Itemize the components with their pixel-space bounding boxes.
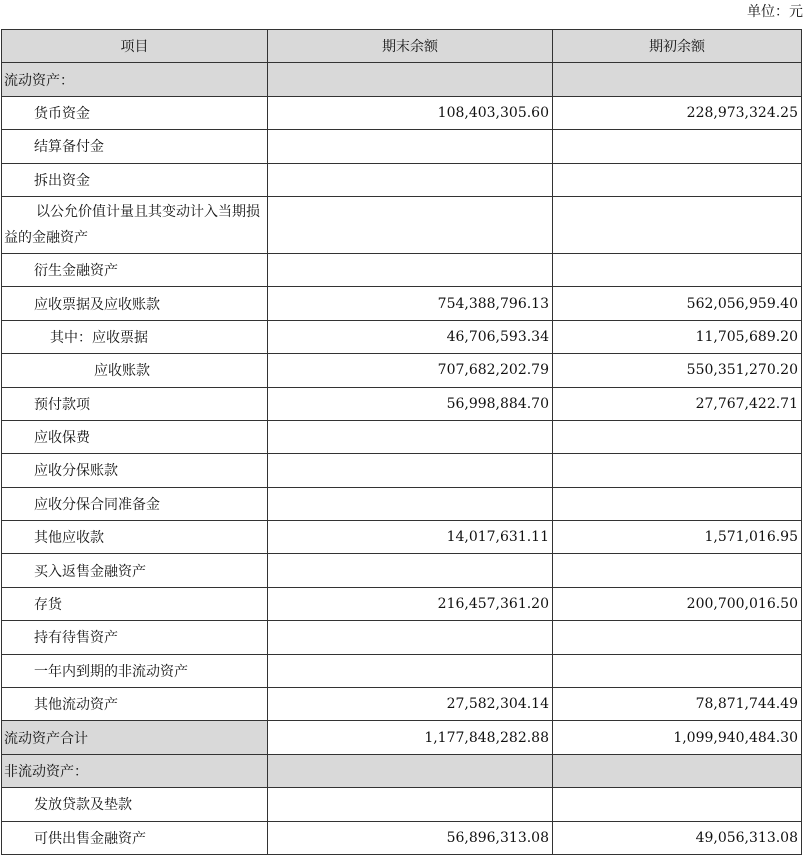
period-end-value [268,196,553,253]
period-end-value: 1,177,848,282.88 [268,721,553,754]
period-begin-value [553,621,802,654]
period-begin-value: 228,973,324.25 [553,96,802,129]
header-period-begin: 期初余额 [553,30,802,63]
row-label: 其中：应收票据 [2,320,268,353]
table-row [2,621,802,654]
row-label: 应收保费 [2,420,268,453]
period-end-value: 108,403,305.60 [268,96,553,129]
row-label: 预付款项 [2,387,268,420]
section-non-current-assets [2,754,802,787]
period-end-value: 56,998,884.70 [268,387,553,420]
row-label: 结算备付金 [2,130,268,163]
table-row [2,821,802,854]
table-row [2,688,802,721]
table-row [2,420,802,453]
row-label: 其他应收款 [2,521,268,554]
period-end-value [268,487,553,520]
period-begin-value [553,420,802,453]
period-end-value [268,554,553,587]
table-row [2,163,802,196]
table-row [2,587,802,620]
section-current-assets [2,63,802,96]
period-end-value [268,788,553,821]
period-begin-value: 49,056,313.08 [553,821,802,854]
row-label: 衍生金融资产 [2,253,268,286]
period-end-value: 56,896,313.08 [268,821,553,854]
period-begin-value [553,454,802,487]
period-begin-value [553,487,802,520]
table-row [2,487,802,520]
period-end-value [268,621,553,654]
row-label: 可供出售金融资产 [2,821,268,854]
row-label: 流动资产： [2,63,268,96]
table-row [2,96,802,129]
table-row [2,253,802,286]
period-begin-value [553,63,802,96]
table-row [2,130,802,163]
table-row [2,196,802,253]
row-label: 以公允价值计量且其变动计入当期损益的金融资产 [2,196,268,253]
table-row [2,320,802,353]
row-label: 应收票据及应收账款 [2,287,268,320]
period-end-value: 27,582,304.14 [268,688,553,721]
period-begin-value [553,163,802,196]
period-end-value [268,63,553,96]
total-row-current-assets [2,721,802,754]
row-label: 存货 [2,587,268,620]
period-begin-value: 562,056,959.40 [553,287,802,320]
period-end-value [268,754,553,787]
period-end-value: 46,706,593.34 [268,320,553,353]
header-period-end: 期末余额 [268,30,553,63]
period-begin-value [553,130,802,163]
row-label: 拆出资金 [2,163,268,196]
period-end-value [268,163,553,196]
period-end-value [268,130,553,163]
table-row [2,788,802,821]
period-begin-value: 27,767,422.71 [553,387,802,420]
row-label: 流动资产合计 [2,721,268,754]
period-end-value [268,654,553,687]
row-label: 买入返售金融资产 [2,554,268,587]
row-label: 货币资金 [2,96,268,129]
period-end-value: 14,017,631.11 [268,521,553,554]
row-label: 一年内到期的非流动资产 [2,654,268,687]
period-begin-value: 78,871,744.49 [553,688,802,721]
row-label: 非流动资产： [2,754,268,787]
period-begin-value: 11,705,689.20 [553,320,802,353]
period-end-value: 216,457,361.20 [268,587,553,620]
period-begin-value: 1,099,940,484.30 [553,721,802,754]
table-row [2,354,802,387]
table-row [2,454,802,487]
balance-sheet-table [1,29,802,855]
period-end-value [268,454,553,487]
table-header-row [2,30,802,63]
period-end-value [268,420,553,453]
period-begin-value [553,554,802,587]
period-begin-value: 1,571,016.95 [553,521,802,554]
unit-label: 单位：元 [747,4,803,20]
table-row [2,387,802,420]
period-end-value: 754,388,796.13 [268,287,553,320]
period-begin-value [553,788,802,821]
period-end-value: 707,682,202.79 [268,354,553,387]
period-begin-value [553,196,802,253]
period-begin-value: 200,700,016.50 [553,587,802,620]
period-begin-value: 550,351,270.20 [553,354,802,387]
header-item: 项目 [2,30,268,63]
row-label: 发放贷款及垫款 [2,788,268,821]
period-begin-value [553,654,802,687]
table-row [2,654,802,687]
row-label: 其他流动资产 [2,688,268,721]
row-label: 应收分保账款 [2,454,268,487]
period-begin-value [553,754,802,787]
period-begin-value [553,253,802,286]
row-label: 应收账款 [2,354,268,387]
table-row [2,554,802,587]
row-label: 持有待售资产 [2,621,268,654]
row-label: 应收分保合同准备金 [2,487,268,520]
period-end-value [268,253,553,286]
table-row [2,521,802,554]
table-row [2,287,802,320]
